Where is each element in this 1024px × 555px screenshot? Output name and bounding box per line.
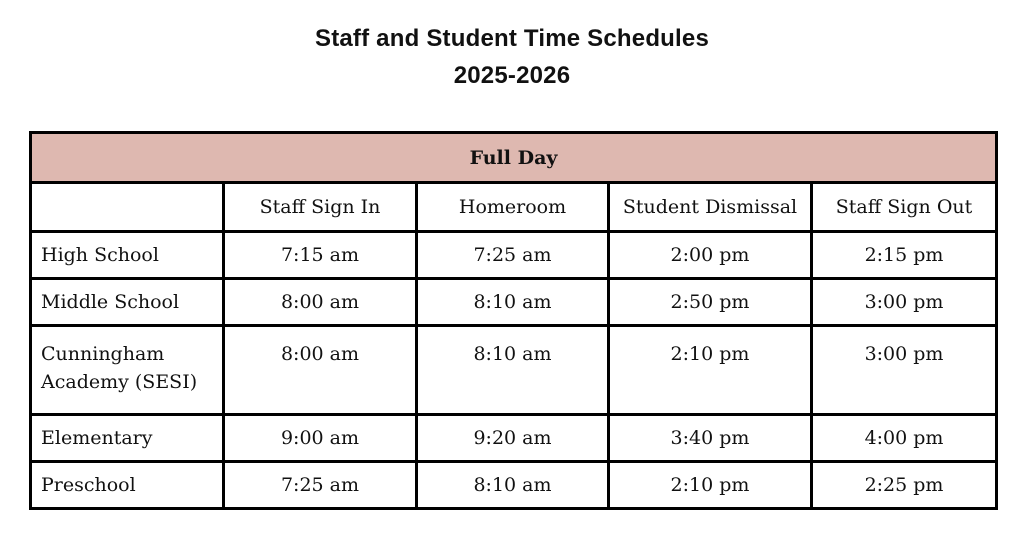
column-header-staff-sign-in: Staff Sign In xyxy=(224,183,417,232)
school-name: Preschool xyxy=(31,462,224,509)
column-header-blank xyxy=(31,183,224,232)
table-row xyxy=(31,232,997,279)
table-row xyxy=(31,326,997,415)
homeroom-time: 9:20 am xyxy=(417,415,609,462)
staff-sign-out-time: 2:15 pm xyxy=(812,232,997,279)
student-dismissal-time: 2:50 pm xyxy=(609,279,812,326)
table-row xyxy=(31,462,997,509)
page-title: Staff and Student Time Schedules xyxy=(314,25,710,52)
schedule-table xyxy=(29,131,998,510)
staff-sign-out-time: 4:00 pm xyxy=(812,415,997,462)
staff-sign-in-time: 8:00 am xyxy=(224,326,417,415)
column-header-row xyxy=(31,183,997,232)
school-name: Elementary xyxy=(31,415,224,462)
staff-sign-in-time: 7:15 am xyxy=(224,232,417,279)
column-header-staff-sign-out: Staff Sign Out xyxy=(812,183,997,232)
student-dismissal-time: 2:10 pm xyxy=(609,462,812,509)
full-day-header: Full Day xyxy=(31,133,997,183)
table-row xyxy=(31,279,997,326)
school-name: Middle School xyxy=(31,279,224,326)
homeroom-time: 7:25 am xyxy=(417,232,609,279)
staff-sign-out-time: 3:00 pm xyxy=(812,326,997,415)
column-header-student-dismissal: Student Dismissal xyxy=(609,183,812,232)
staff-sign-in-time: 9:00 am xyxy=(224,415,417,462)
student-dismissal-time: 3:40 pm xyxy=(609,415,812,462)
column-header-homeroom: Homeroom xyxy=(417,183,609,232)
staff-sign-in-time: 8:00 am xyxy=(224,279,417,326)
homeroom-time: 8:10 am xyxy=(417,326,609,415)
staff-sign-out-time: 2:25 pm xyxy=(812,462,997,509)
school-name: High School xyxy=(31,232,224,279)
homeroom-time: 8:10 am xyxy=(417,279,609,326)
table-row xyxy=(31,415,997,462)
student-dismissal-time: 2:00 pm xyxy=(609,232,812,279)
student-dismissal-time: 2:10 pm xyxy=(609,326,812,415)
staff-sign-out-time: 3:00 pm xyxy=(812,279,997,326)
school-year: 2025-2026 xyxy=(453,62,571,89)
staff-sign-in-time: 7:25 am xyxy=(224,462,417,509)
homeroom-time: 8:10 am xyxy=(417,462,609,509)
school-name: Cunningham Academy (SESI) xyxy=(31,326,224,415)
